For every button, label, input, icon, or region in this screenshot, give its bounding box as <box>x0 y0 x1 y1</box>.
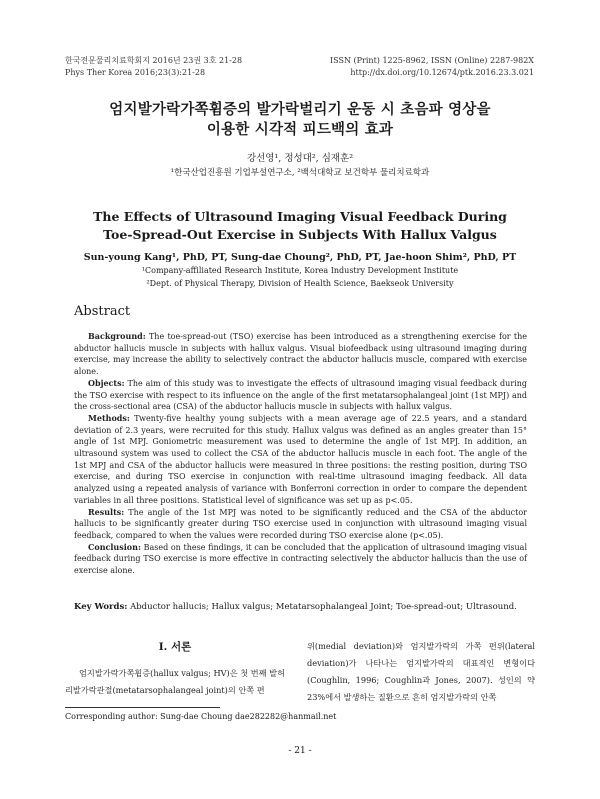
conclusion-text: Based on these findings, it can be concluded that the application of ultrasound imaging visual feedback during TSO exercise is more effective in contracting selectively the abductor hallucis than the use of exercise alone. <box>74 542 527 576</box>
journal-header-right <box>330 55 534 79</box>
english-affiliation-2: ²Dept. of Physical Therapy, Division of Health Science, Baekseok University <box>146 279 454 288</box>
keywords <box>74 601 534 613</box>
intro-paragraph-start: 엄지발가락가쪽휨증(hallux valgus; HV)은 첫 번째 발허리발가락관절(metatarsophalangeal joint)의 안쪽 편 <box>65 668 285 695</box>
journal-citation-english: Phys Ther Korea 2016;23(3):21-28 <box>65 68 206 77</box>
keywords-label: Key Words: <box>74 602 128 612</box>
methods-text: Twenty-five healthy young subjects with a mean average age of 22.5 years, and a standard deviation of 2.3 years, were recruited for this study. Hallux valgus was defined as an angles greater than 15° angle of 1st MPJ. Goniometric measurement was used to determine the angle of 1st MPJ. In addition, an ultrasound system was used to collect the CSA of the abductor hallucis muscle in each foot. The angle of the 1st MPJ and CSA of the abductor hallucis were measured in three positions: the resting position, during TSO exercise, and during TSO exercise in conjunction with real-time ultrasound imaging feedback. All data analyzed using a repeated analysis of variance with Bonferroni correction in order to compare the dependent variables in all three positions. Statistical level of significance was set up as p<.05. <box>74 413 527 505</box>
english-title-line1: The Effects of Ultrasound Imaging Visual Feedback During <box>93 209 507 224</box>
korean-affiliations: ¹한국산업진흥원 기업부설연구소, ²백석대학교 보건학부 물리치료학과 <box>170 168 430 178</box>
keywords-text: Abductor hallucis; Hallux valgus; Metatarsophalangeal Joint; Toe-spread-out; Ultrasound. <box>127 602 517 612</box>
body-column-right <box>307 638 535 706</box>
english-affiliation-1: ¹Company-affiliated Research Institute, Korea Industry Development Institute <box>141 266 459 275</box>
english-title <box>0 208 600 244</box>
english-authors: Sun-young Kang¹, PhD, PT, Sung-dae Choung², PhD, PT, Jae-hoon Shim², PhD, PT <box>83 252 517 263</box>
issn-line: ISSN (Print) 1225-8962, ISSN (Online) 2287-982X <box>330 56 534 65</box>
abstract-methods <box>74 413 527 507</box>
section-heading-introduction: Ⅰ. 서론 <box>158 641 192 653</box>
abstract-background <box>74 331 527 378</box>
journal-header-left <box>65 55 242 79</box>
conclusion-label: Conclusion: <box>88 541 141 552</box>
objects-text: The aim of this study was to investigate the effects of ultrasound imaging visual feedback during the TSO exercise with respect to its influence on the angle of the first metatarsophalangeal joint (1st MPJ) and the cross-sectional area (CSA) of the abductor hallucis muscle in subjects with hallux valgus. <box>74 378 527 412</box>
korean-authors: 강선영¹, 정성대², 심재훈² <box>246 153 354 164</box>
abstract-results <box>74 507 527 542</box>
abstract-conclusion <box>74 542 527 577</box>
korean-title <box>0 100 600 140</box>
journal-citation-korean: 한국전문물리치료학회지 2016년 23권 3호 21-28 <box>65 56 243 65</box>
results-text: The angle of the 1st MPJ was noted to be significantly reduced and the CSA of the abductor hallucis to be significantly greater during TSO exercise used in conjunction with ultrasound imaging visual feedback, compared to when the values were recorded during TSO exercise alone (p<.05). <box>74 507 527 540</box>
results-label: Results: <box>88 506 125 517</box>
page-number: - 21 - <box>288 746 312 756</box>
korean-title-line1: 엄지발가락가쪽휨증의 발가락벌리기 운동 시 초음파 영상을 <box>109 101 491 118</box>
corresponding-author-footnote: Corresponding author: Sung-dae Choung dae282282@hanmail.net <box>65 712 337 721</box>
background-text: The toe-spread-out (TSO) exercise has been introduced as a strengthening exercise for the abductor hallucis muscle in subjects with hallux valgus. Visual biofeedback using ultrasound imaging during exercise, may increase the ability to selectively contract the abductor hallucis muscle, compared with exercise alone. <box>74 332 527 377</box>
objects-label: Objects: <box>88 377 125 388</box>
english-title-line2: Toe-Spread-Out Exercise in Subjects With Hallux Valgus <box>103 227 497 242</box>
abstract-body <box>74 331 527 577</box>
body-column-left <box>65 665 285 699</box>
abstract-objects <box>74 378 527 413</box>
methods-label: Methods: <box>88 412 130 423</box>
doi-link[interactable]: http://dx.doi.org/10.12674/ptk.2016.23.3.021 <box>350 68 534 77</box>
footnote-divider <box>65 707 220 708</box>
korean-title-line2: 이용한 시각적 피드백의 효과 <box>206 121 394 138</box>
background-label: Background: <box>88 331 146 341</box>
intro-paragraph-continued: 위(medial deviation)와 엄지발가락의 가쪽 편위(lateral deviation)가 나타나는 엄지발가락의 대표적인 변형이다 (Coughlin, 1996; Coughlin과 Jones, 2007). 성인의 약 23%에서 발생하는 질환으로 흔히 엄지발가락의 안쪽 <box>307 641 535 702</box>
abstract-heading: Abstract <box>74 304 131 319</box>
